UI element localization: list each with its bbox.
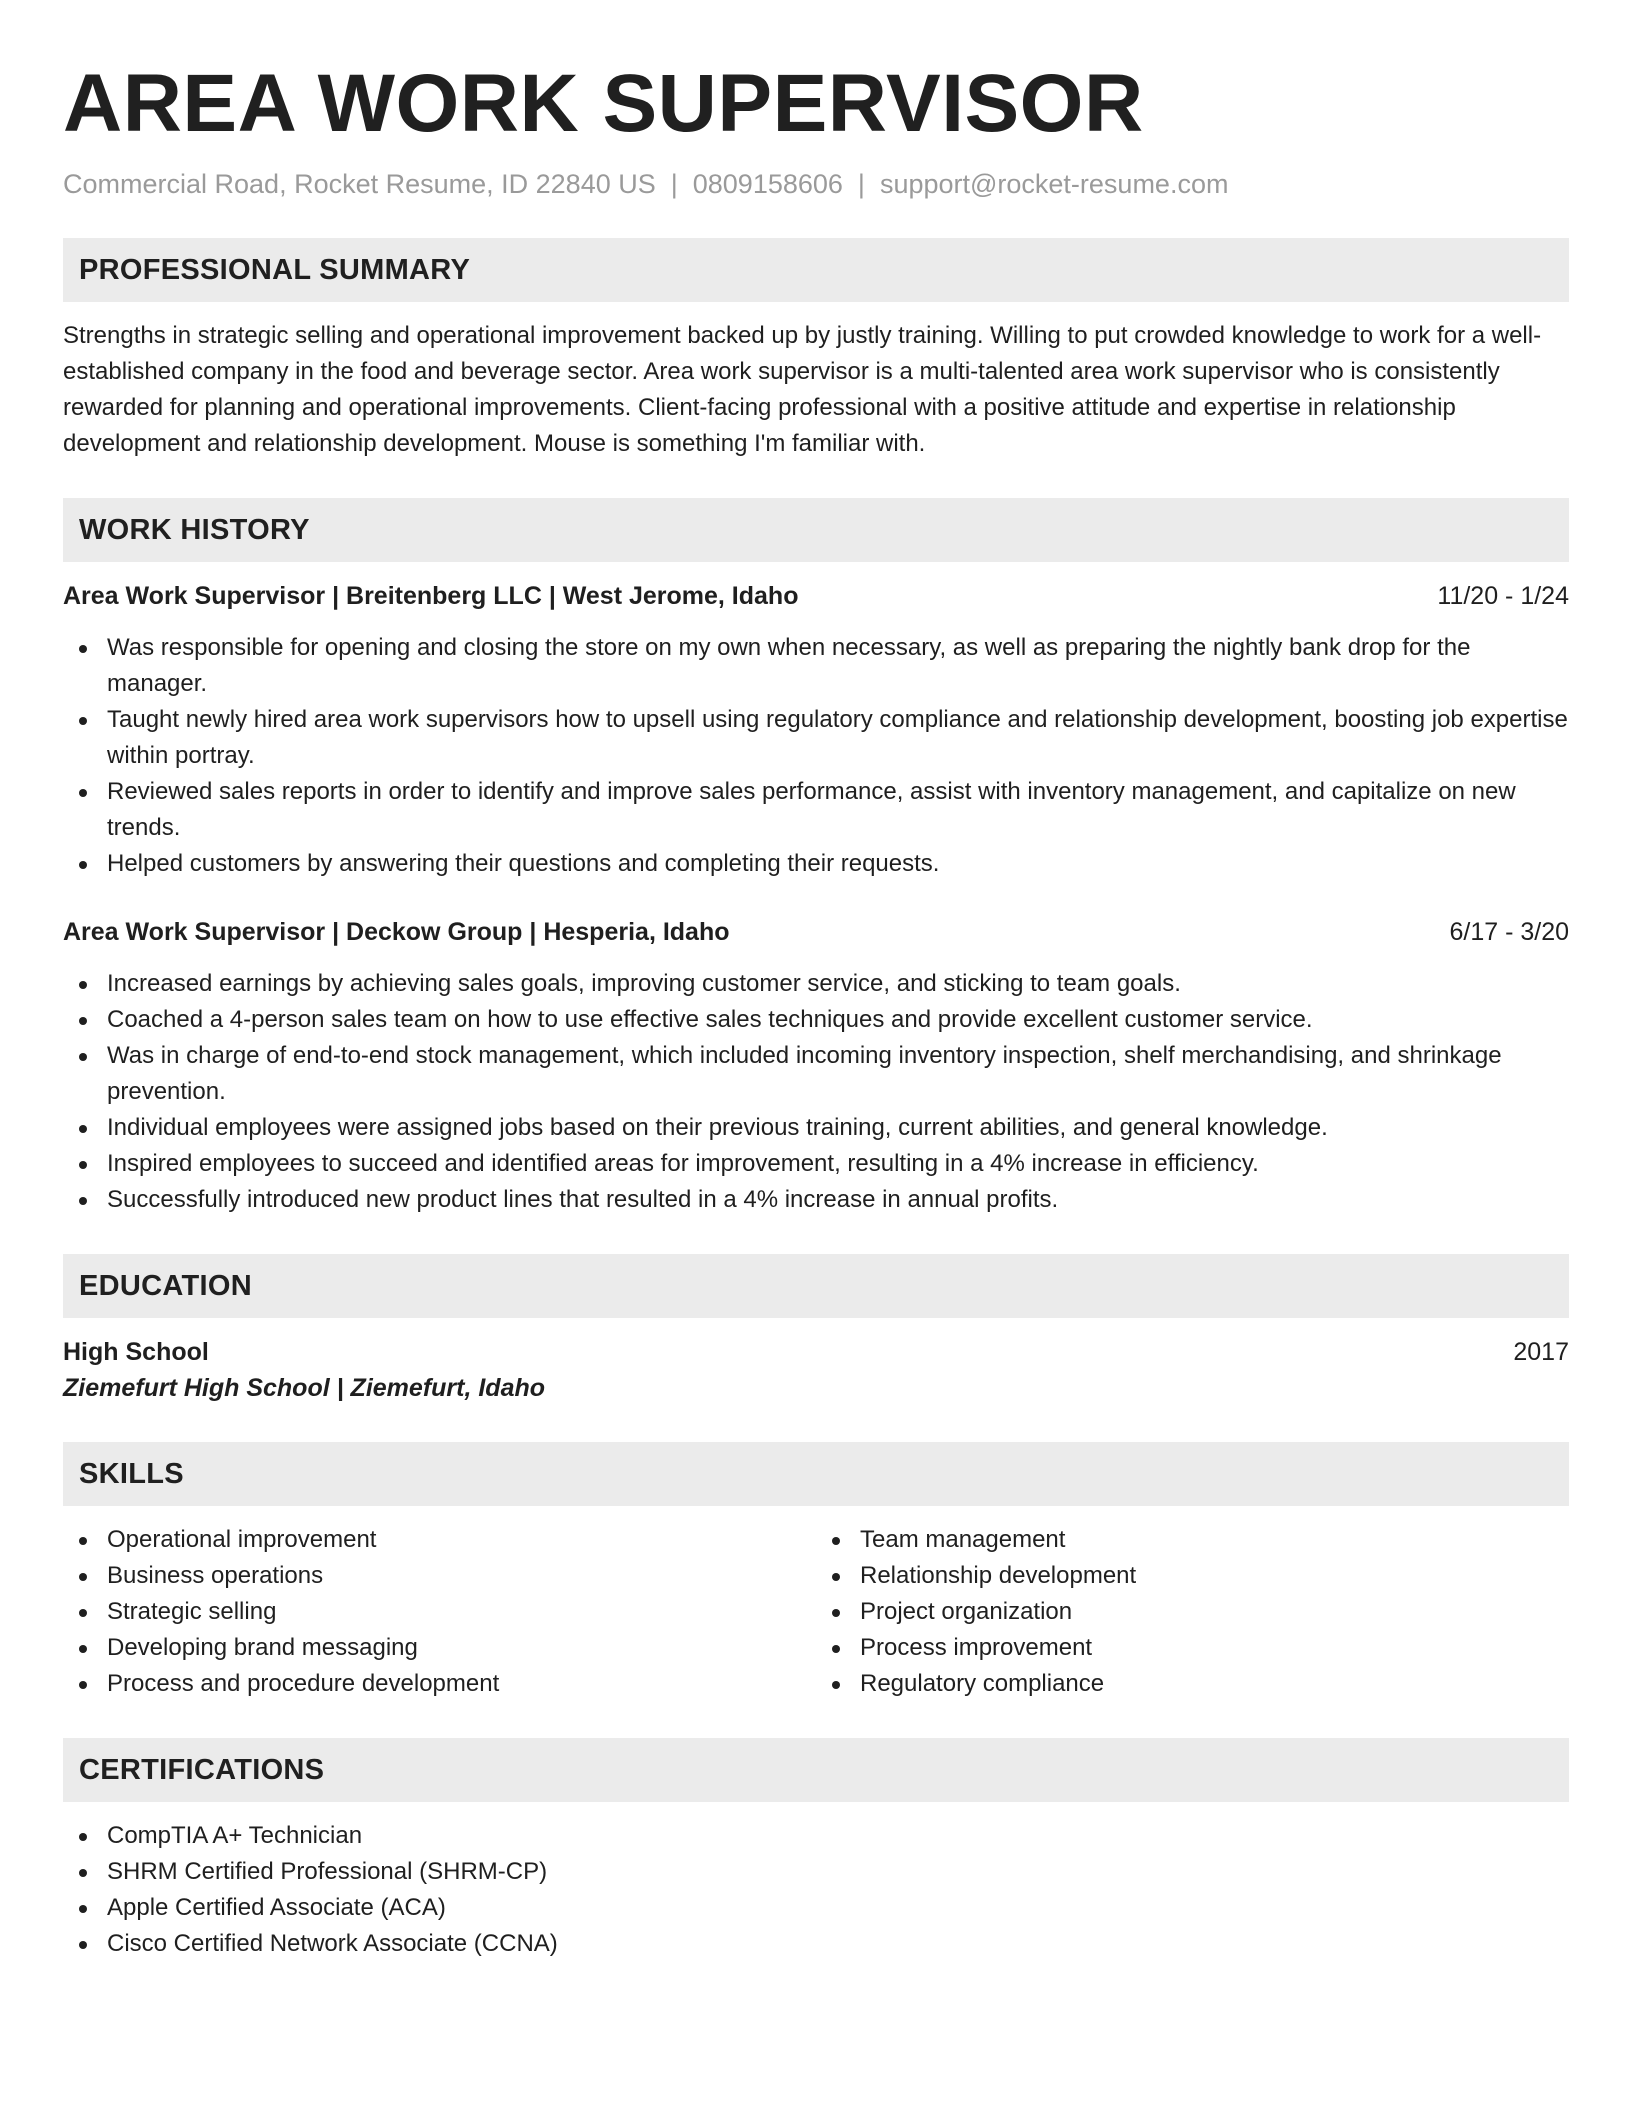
skills-section [63, 1442, 1569, 1702]
skills-list-right [816, 1522, 1569, 1702]
list-item: Inspired employees to succeed and identified areas for improvement, resulting in a 4% increase in efficiency. [63, 1146, 1569, 1182]
list-item: Developing brand messaging [63, 1630, 816, 1666]
education-section [63, 1254, 1569, 1406]
skills-list-left [63, 1522, 816, 1702]
job-title: Area Work Supervisor | Deckow Group | Hesperia, Idaho [63, 918, 730, 946]
list-item: Strategic selling [63, 1594, 816, 1630]
candidate-name: AREA WORK SUPERVISOR [63, 58, 1144, 149]
list-item: Was responsible for opening and closing the store on my own when necessary, as well as preparing the nightly bank drop for the manager. [63, 630, 1569, 702]
job-entry [63, 914, 1569, 1218]
list-item: Process improvement [816, 1630, 1569, 1666]
summary-section [63, 238, 1569, 462]
list-item: Coached a 4-person sales team on how to use effective sales techniques and provide excellent customer service. [63, 1002, 1569, 1038]
list-item: Successfully introduced new product lines that resulted in a 4% increase in annual profits. [63, 1182, 1569, 1218]
education-degree: High School [63, 1338, 209, 1366]
certifications-heading: CERTIFICATIONS [63, 1738, 1569, 1802]
list-item: Increased earnings by achieving sales goals, improving customer service, and sticking to team goals. [63, 966, 1569, 1002]
contact-separator: | [670, 169, 678, 199]
list-item: Project organization [816, 1594, 1569, 1630]
education-heading: EDUCATION [63, 1254, 1569, 1318]
list-item: CompTIA A+ Technician [63, 1818, 1569, 1854]
job-bullets [63, 630, 1569, 882]
contact-phone: 0809158606 [692, 169, 843, 199]
list-item: Helped customers by answering their questions and completing their requests. [63, 846, 1569, 882]
education-year: 2017 [1513, 1338, 1569, 1366]
list-item: Apple Certified Associate (ACA) [63, 1890, 1569, 1926]
job-dates: 6/17 - 3/20 [1449, 918, 1569, 946]
list-item: Taught newly hired area work supervisors how to upsell using regulatory compliance and relationship development, boosting job expertise within portray. [63, 702, 1569, 774]
education-school: Ziemefurt High School | Ziemefurt, Idaho [63, 1374, 546, 1402]
list-item: Process and procedure development [63, 1666, 816, 1702]
summary-heading: PROFESSIONAL SUMMARY [63, 238, 1569, 302]
job-dates: 11/20 - 1/24 [1437, 582, 1569, 610]
summary-text: Strengths in strategic selling and operational improvement backed up by justly training. Willing to put crowded knowledge to work for a well-established company in the food and beverage sector. Area work supervisor is a multi-talented area work supervisor who is consistently rewarded for planning and operational improvements. Client-facing professional with a positive attitude and expertise in relationship development and relationship development. Mouse is something I'm familiar with. [63, 322, 1542, 457]
contact-separator: | [857, 169, 865, 199]
job-entry [63, 578, 1569, 882]
list-item: Relationship development [816, 1558, 1569, 1594]
list-item: Team management [816, 1522, 1569, 1558]
contact-line [63, 166, 1569, 202]
list-item: SHRM Certified Professional (SHRM-CP) [63, 1854, 1569, 1890]
contact-email: support@rocket-resume.com [879, 169, 1229, 199]
list-item: Individual employees were assigned jobs based on their previous training, current abilities, and general knowledge. [63, 1110, 1569, 1146]
list-item: Regulatory compliance [816, 1666, 1569, 1702]
certifications-list [63, 1818, 1569, 1962]
list-item: Reviewed sales reports in order to identify and improve sales performance, assist with inventory management, and capitalize on new trends. [63, 774, 1569, 846]
list-item: Business operations [63, 1558, 816, 1594]
work-history-heading: WORK HISTORY [63, 498, 1569, 562]
list-item: Cisco Certified Network Associate (CCNA) [63, 1926, 1569, 1962]
job-title: Area Work Supervisor | Breitenberg LLC | West Jerome, Idaho [63, 582, 799, 610]
contact-address: Commercial Road, Rocket Resume, ID 22840 US [63, 169, 656, 199]
list-item: Was in charge of end-to-end stock management, which included incoming inventory inspection, shelf merchandising, and shrinkage prevention. [63, 1038, 1569, 1110]
job-bullets [63, 966, 1569, 1218]
list-item: Operational improvement [63, 1522, 816, 1558]
skills-heading: SKILLS [63, 1442, 1569, 1506]
work-history-section [63, 498, 1569, 1218]
certifications-section [63, 1738, 1569, 1962]
